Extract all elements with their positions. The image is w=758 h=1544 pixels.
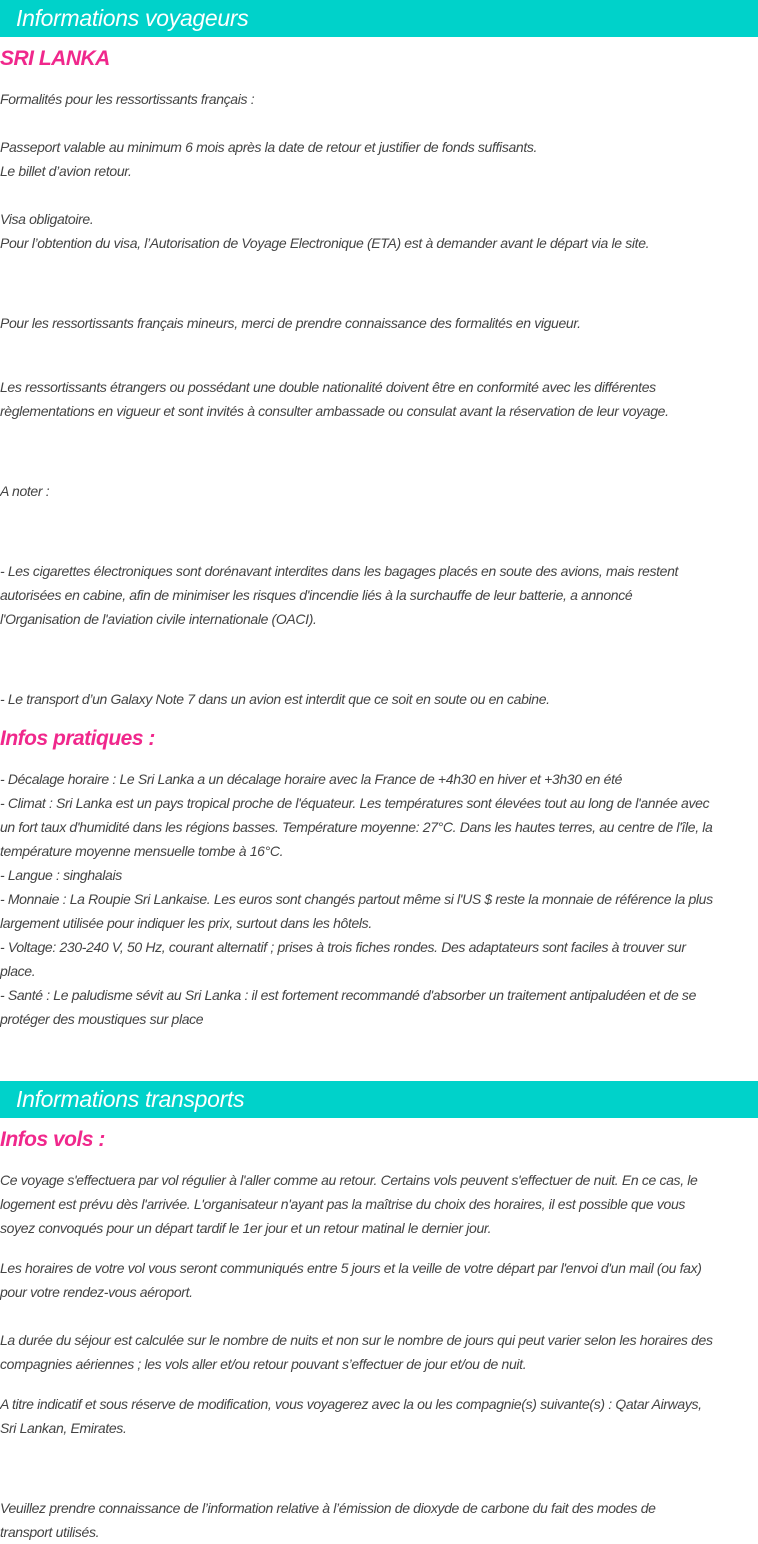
sante-item-cont: protéger des moustiques sur place <box>0 1011 204 1027</box>
etrangers-line: Les ressortissants étrangers ou possédant une double nationalité doivent être en conformité avec les différentes <box>0 379 656 395</box>
etrangers-block <box>0 375 758 423</box>
section-header-informations-voyageurs: Informations voyageurs <box>0 0 758 37</box>
infos-pratiques-title: Infos pratiques : <box>0 727 155 750</box>
mineurs-paragraph: Pour les ressortissants français mineurs, merci de prendre connaissance des formalités en vigueur. <box>0 315 581 331</box>
cigarettes-line: l'Organisation de l'aviation civile internationale (OACI). <box>0 611 317 627</box>
monnaie-item: - Monnaie : La Roupie Sri Lankaise. Les euros sont changés partout même si l'US $ reste la monnaie de référence la plus <box>0 891 713 907</box>
vol-regulier-block <box>0 1168 758 1240</box>
co2-line: transport utilisés. <box>0 1524 100 1540</box>
duree-line: compagnies aériennes ; les vols aller et/ou retour pouvant s’effectuer de jour et/ou de nuit. <box>0 1356 527 1372</box>
section-header-informations-transports: Informations transports <box>0 1081 758 1118</box>
co2-block <box>0 1496 758 1544</box>
billet-line: Le billet d’avion retour. <box>0 163 132 179</box>
etrangers-line: règlementations en vigueur et sont invités à consulter ambassade ou consulat avant la réservation de leur voyage. <box>0 403 669 419</box>
horaires-line: pour votre rendez-vous aéroport. <box>0 1284 193 1300</box>
visa-eta-line: Pour l’obtention du visa, l’Autorisation de Voyage Electronique (ETA) est à demander avant le départ via le site. <box>0 235 650 251</box>
visa-block <box>0 207 758 255</box>
country-title: SRI LANKA <box>0 47 110 70</box>
vol-regulier-line: Ce voyage s'effectuera par vol régulier à l'aller comme au retour. Certains vols peuvent s'effectuer de nuit. En ce cas, le <box>0 1172 698 1188</box>
cigarettes-line: autorisées en cabine, afin de minimiser les risques d'incendie liés à la surchauffe de leur batterie, a annoncé <box>0 587 633 603</box>
sante-item: - Santé : Le paludisme sévit au Sri Lanka : il est fortement recommandé d'absorber un traitement antipaludéen et de se <box>0 987 697 1003</box>
passeport-block <box>0 135 758 183</box>
monnaie-item-cont: largement utilisée pour indiquer les prix, surtout dans les hôtels. <box>0 915 372 931</box>
climat-item-cont: un fort taux d'humidité dans les régions basses. Température moyenne: 27°C. Dans les hautes terres, au centre de l'île, la <box>0 819 713 835</box>
vol-regulier-line: soyez convoqués pour un départ tardif le 1er jour et un retour matinal le dernier jour. <box>0 1220 492 1236</box>
climat-item-cont: température moyenne mensuelle tombe à 16°C. <box>0 843 284 859</box>
visa-obligatoire-line: Visa obligatoire. <box>0 211 94 227</box>
langue-item: - Langue : singhalais <box>0 867 122 883</box>
cigarettes-block <box>0 559 758 631</box>
climat-item: - Climat : Sri Lanka est un pays tropical proche de l'équateur. Les températures sont élevées tout au long de l'année avec <box>0 795 710 811</box>
duree-line: La durée du séjour est calculée sur le nombre de nuits et non sur le nombre de jours qui peut varier selon les horaires des <box>0 1332 713 1348</box>
galaxy-note-paragraph: - Le transport d’un Galaxy Note 7 dans un avion est interdit que ce soit en soute ou en cabine. <box>0 691 550 707</box>
voltage-item-cont: place. <box>0 963 36 979</box>
decalage-horaire-item: - Décalage horaire : Le Sri Lanka a un décalage horaire avec la France de +4h30 en hiver et +3h30 en été <box>0 771 623 787</box>
cigarettes-line: - Les cigarettes électroniques sont dorénavant interdites dans les bagages placés en soute des avions, mais restent <box>0 563 679 579</box>
a-noter-label: A noter : <box>0 483 50 499</box>
infos-pratiques-list <box>0 767 758 1031</box>
compagnies-line: Sri Lankan, Emirates. <box>0 1420 127 1436</box>
horaires-line: Les horaires de votre vol vous seront communiqués entre 5 jours et la veille de votre départ par l'envoi d'un mail (ou fax) <box>0 1260 702 1276</box>
compagnies-line: A titre indicatif et sous réserve de modification, vous voyagerez avec la ou les compagnie(s) suivante(s) : Qatar Airways, <box>0 1396 702 1412</box>
formalites-intro: Formalités pour les ressortissants français : <box>0 91 255 107</box>
horaires-block <box>0 1256 758 1304</box>
duree-sejour-block <box>0 1328 758 1376</box>
voltage-item: - Voltage: 230-240 V, 50 Hz, courant alternatif ; prises à trois fiches rondes. Des adaptateurs sont faciles à trouver sur <box>0 939 686 955</box>
infos-vols-title: Infos vols : <box>0 1128 105 1151</box>
vol-regulier-line: logement est prévu dès l'arrivée. L'organisateur n'ayant pas la maîtrise du choix des horaires, il est possible que vous <box>0 1196 686 1212</box>
compagnies-block <box>0 1392 758 1440</box>
co2-line: Veuillez prendre connaissance de l’information relative à l’émission de dioxyde de carbone du fait des modes de <box>0 1500 656 1516</box>
passeport-line: Passeport valable au minimum 6 mois après la date de retour et justifier de fonds suffisants. <box>0 139 538 155</box>
